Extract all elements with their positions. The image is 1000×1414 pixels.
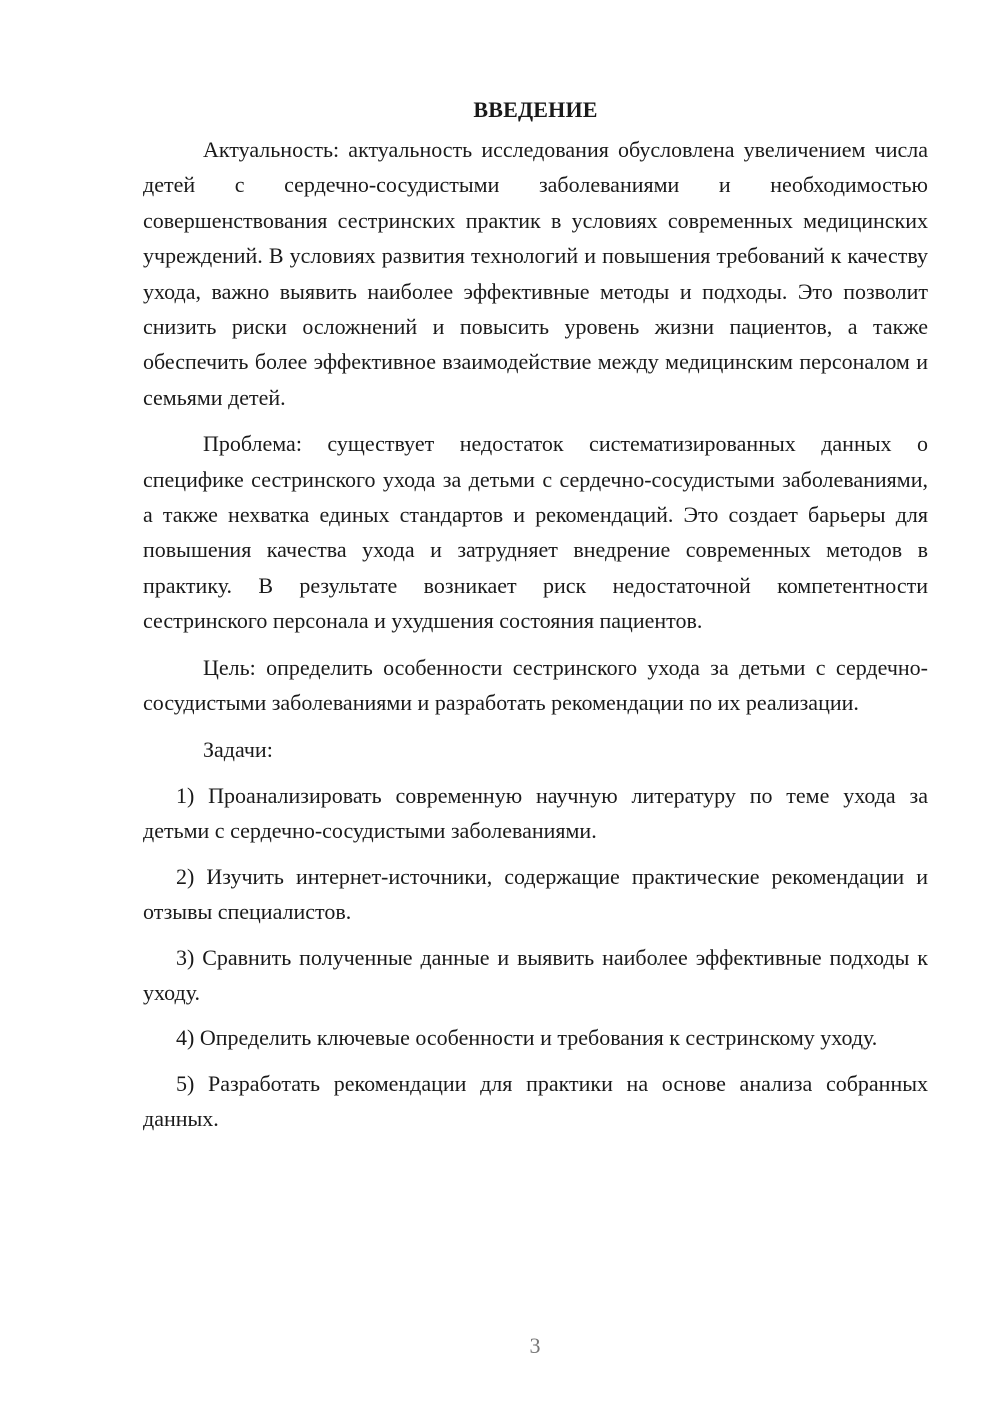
tasks-label: Задачи: bbox=[203, 736, 273, 762]
page-number: 3 bbox=[529, 1333, 541, 1358]
task-item: 1) Проанализировать современную научную литературу по теме ухода за детьми с сердечно-сосудистыми заболеваниями. bbox=[143, 782, 928, 844]
paragraph-problem: Проблема: существует недостаток систематизированных данных о специфике сестринского ухода за детьми с сердечно-сосудистыми заболеваниями, а также нехватка единых стандартов и рекомендаций. Это создает барьеры для повышения качества ухода и затрудняет внедрение современных методов в практику. В результате возникает риск недостаточной компетентности сестринского персонала и ухудшения состояния пациентов. bbox=[143, 431, 928, 634]
task-item: 5) Разработать рекомендации для практики на основе анализа собранных данных. bbox=[143, 1070, 928, 1132]
task-item: 2) Изучить интернет-источники, содержащие практические рекомендации и отзывы специалистов. bbox=[143, 863, 928, 925]
task-item: 3) Сравнить полученные данные и выявить наиболее эффективные подходы к уходу. bbox=[143, 944, 928, 1005]
task-item: 4) Определить ключевые особенности и требования к сестринскому уходу. bbox=[176, 1025, 878, 1051]
paragraph-relevance: Актуальность: актуальность исследования обусловлена увеличением числа детей с сердечно-сосудистыми заболеваниями и необходимостью совершенствования сестринских практик в условиях современных медицинских учреждений. В условиях развития технологий и повышения требований к качеству ухода, важно выявить наиболее эффективные методы и подходы. Это позволит снизить риски осложнений и повысить уровень жизни пациентов, а также обеспечить более эффективное взаимодействие между медицинским персоналом и семьями детей. bbox=[143, 137, 928, 410]
paragraph-goal: Цель: определить особенности сестринского ухода за детьми с сердечно-сосудистыми заболеваниями и разработать рекомендации по их реализации. bbox=[143, 654, 928, 716]
section-heading: ВВЕДЕНИЕ bbox=[473, 97, 598, 122]
page-content bbox=[143, 92, 928, 1147]
